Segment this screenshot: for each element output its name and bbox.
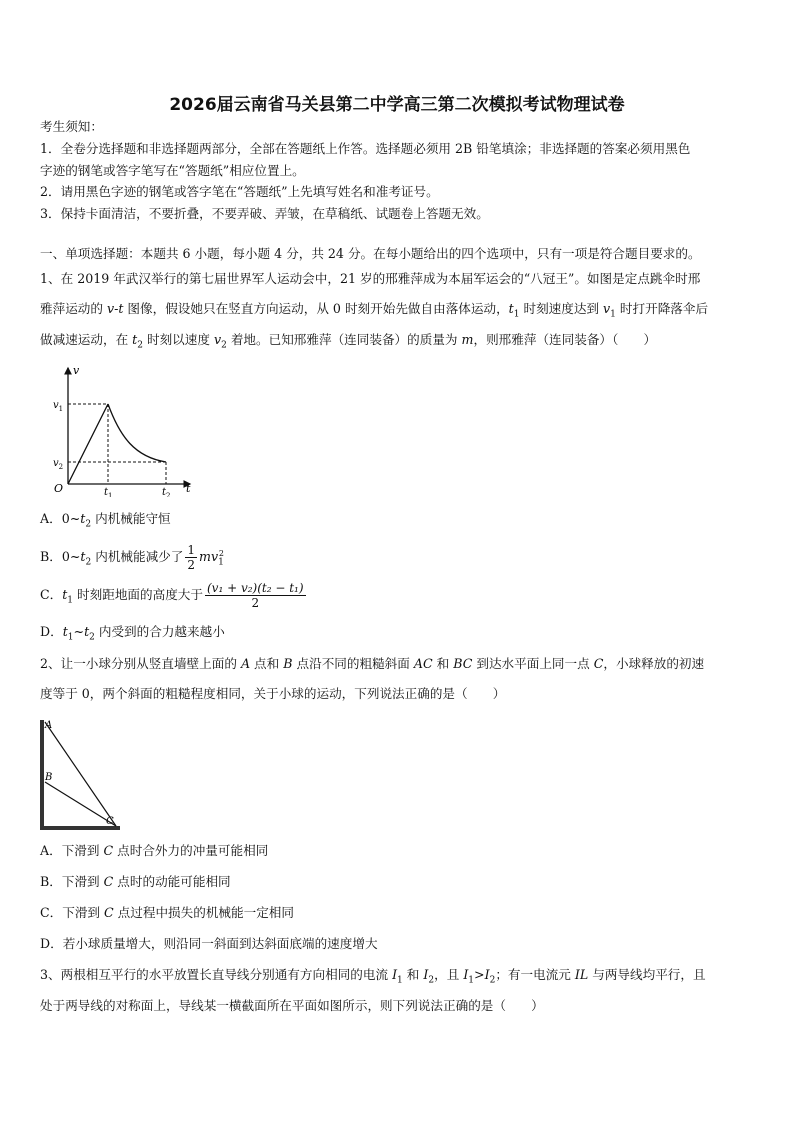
q1-option-b[interactable]: B．$0\sim t_2$ 内机械能减少了 $\frac{1}{2}$ $mv_1^2$ [40,543,224,573]
t1-label: $t_1$ [104,487,113,497]
q1-option-b-fraction: $\frac{1}{2}$ [187,543,196,573]
notice-item-1-cont: 字迹的钢笔或答字笔写在“答题纸”相应位置上。 [40,163,305,178]
page-title: 2026届云南省马关县第二中学高三第二次模拟考试物理试卷 [169,95,625,115]
q1-option-c-fraction: $\frac{\text{(v₁ + v₂)(t₂ − t₁)}}{2}$ [206,581,304,610]
q2-option-c[interactable]: C．下滑到 C 点过程中损失的机械能一定相同 [40,905,294,920]
q2-line-1: 2、让一小球分别从竖直墙壁上面的 A 点和 B 点沿不同的粗糙斜面 AC 和 BC 到达水平面上同一点 C，小球释放的初速 [40,656,705,671]
v2-label: $v_2$ [53,458,64,471]
notice-item-3: 3．保持卡面清洁，不要折叠，不要弄破、弄皱，在草稿纸、试题卷上答题无效。 [40,206,489,221]
origin-label: O [54,482,64,495]
q2-line-2: 度等于 0，两个斜面的粗糙程度相同，关于小球的运动，下列说法正确的是（ ） [40,686,506,701]
point-b-label: B [45,772,53,783]
q1-line-3: 做减速运动，在 $t_2$ 时刻以速度 $v_2$ 着地。已知邢雅萍（连同装备）的质量为 m，则邢雅萍（连同装备）（ ） [40,332,657,351]
point-c-label: C [106,816,114,827]
section-heading: 一、单项选择题：本题共 6 小题，每小题 4 分，共 24 分。在每小题给出的四个选项中，只有一项是符合题目要求的。 [40,246,701,261]
q2-option-a[interactable]: A．下滑到 C 点时合外力的冲量可能相同 [40,843,269,858]
q2-option-d[interactable]: D．若小球质量增大，则沿同一斜面到达斜面底端的速度增大 [40,936,378,951]
v-axis-label: v [73,364,80,377]
t-axis-label: t [186,482,191,495]
q2-incline-diagram [38,716,128,834]
notice-item-2: 2．请用黑色字迹的钢笔或答字笔在“答题纸”上先填写姓名和准考证号。 [40,184,439,199]
q1-line-1: 1、在 2019 年武汉举行的第七届世界军人运动会中，21 岁的邢雅萍成为本届军运会的“八冠王”。如图是定点跳伞时邢 [40,271,701,286]
q3-line-1: 3、两根相互平行的水平放置长直导线分别通有方向相同的电流 $I_1$ 和 $I_2$，且 $I_1>I_2$；有一电流元 IL 与两导线均平行，且 [40,967,706,986]
notice-item-1: 1．全卷分选择题和非选择题两部分，全部在答题纸上作答。选择题必须用 2B 铅笔填涂；非选择题的答案必须用黑色 [40,141,691,156]
q1-option-c[interactable]: C．$t_1$ 时刻距地面的高度大于 $\frac{\text{(v₁ + v₂)(t₂ − t₁)}}{2}$ [40,581,304,610]
v1-label: $v_1$ [53,400,64,413]
t2-label: $t_2$ [162,487,171,497]
q1-vt-graph [40,362,200,497]
notice-heading: 考生须知： [40,119,103,134]
q1-option-d[interactable]: D．$t_1\sim t_2$ 内受到的合力越来越小 [40,624,225,643]
q1-option-a[interactable]: A．$0\sim t_2$ 内机械能守恒 [40,511,171,530]
point-a-label: A [45,720,53,731]
q1-line-2: 雅萍运动的 v-t 图像，假设她只在竖直方向运动，从 0 时刻开始先做自由落体运动，$t_1$ 时刻速度达到 $v_1$ 时打开降落伞后 [40,301,709,320]
q2-option-b[interactable]: B．下滑到 C 点时的动能可能相同 [40,874,231,889]
q3-line-2: 处于两导线的对称面上，导线某一横截面所在平面如图所示，则下列说法正确的是（ ） [40,998,544,1013]
